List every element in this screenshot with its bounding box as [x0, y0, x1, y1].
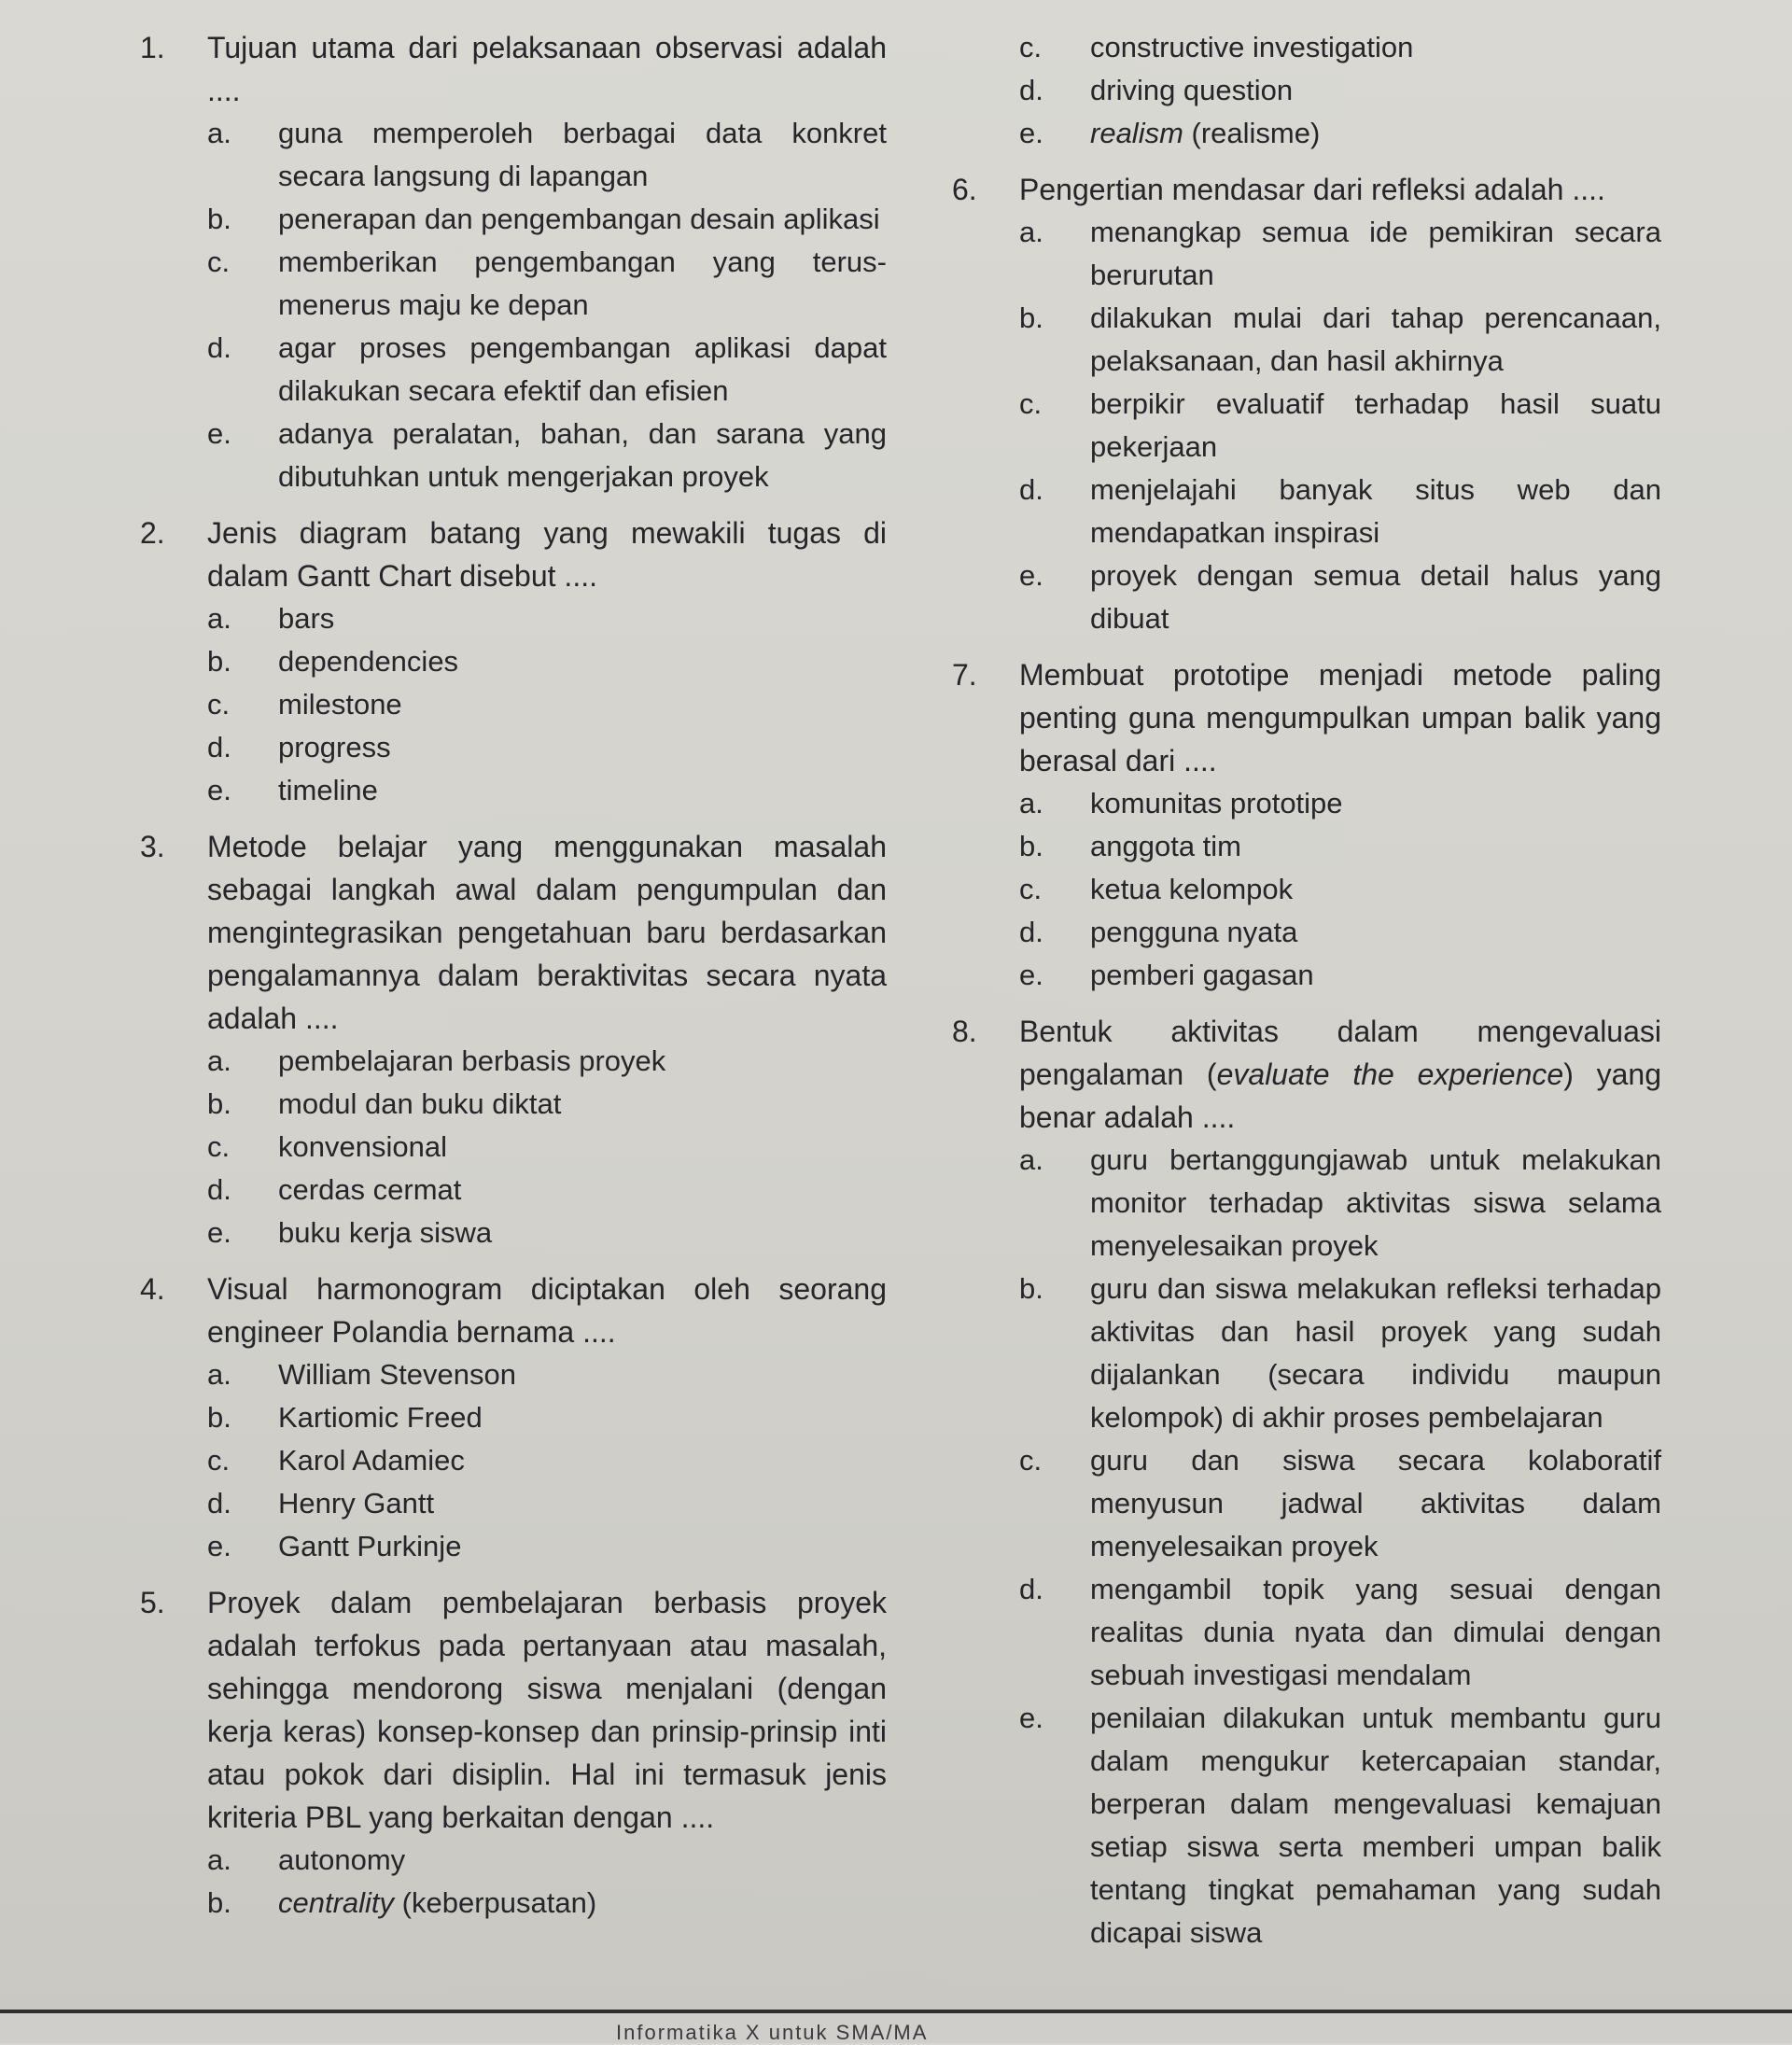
stem-part: ) yang benar adalah .... — [1019, 1058, 1662, 1134]
options-list — [1019, 782, 1661, 997]
option-letter: b. — [207, 203, 231, 235]
question-3 — [140, 825, 887, 1254]
option-c — [207, 1439, 887, 1482]
option-letter: a. — [207, 117, 231, 149]
option-a — [207, 1353, 887, 1396]
question-8 — [952, 1010, 1661, 1954]
option-d — [207, 726, 887, 769]
option-letter: c. — [207, 1444, 231, 1477]
option-letter: a. — [207, 1358, 231, 1391]
option-letter: d. — [207, 731, 231, 763]
question-number: 6. — [952, 173, 977, 206]
option-letter: b. — [1019, 301, 1043, 334]
option-letter: b. — [1019, 1272, 1043, 1305]
option-text: cerdas cermat — [278, 1173, 462, 1206]
option-letter: a. — [207, 1044, 231, 1077]
option-letter: e. — [1019, 959, 1043, 991]
option-text: Gantt Purkinje — [278, 1530, 462, 1562]
option-a — [207, 112, 887, 198]
question-number: 3. — [140, 830, 165, 863]
question-1 — [140, 26, 887, 498]
option-text: dilakukan mulai dari tahap perencanaan, pelaksanaan, dan hasil akhirnya — [1090, 301, 1661, 377]
question-stem: Membuat prototipe menjadi metode paling penting guna mengumpulkan umpan balik yang berasal dari .... — [1019, 658, 1661, 777]
option-letter: a. — [1019, 216, 1043, 248]
option-c — [1019, 26, 1661, 69]
question-stem: Pengertian mendasar dari refleksi adalah .... — [1019, 173, 1605, 206]
options-list — [207, 1040, 887, 1254]
stem-italic-term: evaluate the experience — [1216, 1058, 1564, 1091]
option-letter: b. — [207, 1401, 231, 1434]
option-d — [1019, 469, 1661, 554]
option-e — [207, 769, 887, 812]
question-5 — [140, 1581, 887, 1925]
option-e — [207, 1212, 887, 1254]
question-stem: Tujuan utama dari pelaksanaan observasi adalah .... — [207, 31, 887, 107]
option-letter: e. — [207, 1530, 231, 1562]
options-list — [1019, 1139, 1661, 1954]
options-list — [1019, 26, 1661, 155]
option-a — [207, 1040, 887, 1083]
option-letter: c. — [1019, 1444, 1043, 1477]
option-c — [1019, 868, 1661, 911]
question-2 — [140, 511, 887, 812]
question-number: 1. — [140, 31, 165, 64]
option-e — [1019, 954, 1661, 997]
option-e — [207, 1525, 887, 1568]
option-suffix: (realisme) — [1183, 117, 1321, 149]
option-b — [207, 1083, 887, 1126]
options-list — [207, 597, 887, 812]
question-number: 7. — [952, 658, 977, 692]
question-stem: Proyek dalam pembelajaran berbasis proyek adalah terfokus pada pertanyaan atau masalah, sehingga mendorong siswa menjalani (dengan kerja keras) konsep-konsep dan prinsip-prinsip inti atau pokok dari disiplin. Hal ini termasuk jenis kriteria PBL yang berkaitan dengan .... — [207, 1586, 887, 1834]
option-text: konvensional — [278, 1130, 447, 1163]
option-e — [1019, 112, 1661, 155]
option-letter: b. — [207, 645, 231, 678]
options-list — [207, 112, 887, 498]
option-text: penerapan dan pengembangan desain aplikasi — [278, 203, 880, 235]
option-suffix: (keberpusatan) — [394, 1886, 597, 1919]
option-text: memberikan pengembangan yang terus-menerus maju ke depan — [278, 245, 887, 321]
option-letter: e. — [207, 1216, 231, 1249]
footer-book-title: Informatika X untuk SMA/MA — [616, 2021, 929, 2044]
option-d — [1019, 911, 1661, 954]
option-letter: d. — [1019, 473, 1043, 506]
question-stem — [1019, 1010, 1661, 1139]
option-e — [1019, 1697, 1661, 1954]
option-letter: e. — [1019, 1702, 1043, 1734]
question-stem: Jenis diagram batang yang mewakili tugas di dalam Gantt Chart disebut .... — [207, 516, 887, 593]
option-text: guna memperoleh berbagai data konkret secara langsung di lapangan — [278, 117, 887, 192]
question-stem: Visual harmonogram diciptakan oleh seorang engineer Polandia bernama .... — [207, 1272, 887, 1349]
option-b — [1019, 297, 1661, 383]
option-letter: c. — [207, 1130, 231, 1163]
option-text: modul dan buku diktat — [278, 1087, 562, 1120]
question-number: 2. — [140, 516, 165, 550]
option-italic-term: realism — [1090, 117, 1183, 149]
option-d — [207, 1482, 887, 1525]
option-italic-term: centrality — [278, 1886, 395, 1919]
option-text: menangkap semua ide pemikiran secara berurutan — [1090, 216, 1661, 291]
option-letter: c. — [207, 688, 231, 721]
option-letter: d. — [1019, 74, 1043, 106]
option-a — [207, 1839, 887, 1882]
option-a — [207, 597, 887, 640]
option-letter: e. — [207, 774, 231, 806]
option-text: autonomy — [278, 1843, 406, 1876]
option-text: pemberi gagasan — [1090, 959, 1314, 991]
option-d — [207, 1169, 887, 1212]
option-letter: e. — [207, 417, 231, 450]
option-text: anggota tim — [1090, 830, 1241, 862]
option-c — [207, 1126, 887, 1169]
option-text — [278, 1882, 887, 1925]
option-a — [1019, 782, 1661, 825]
option-text: guru bertanggungjawab untuk melakukan monitor terhadap aktivitas siswa selama menyelesaikan proyek — [1090, 1143, 1661, 1262]
option-text: timeline — [278, 774, 378, 806]
option-text: William Stevenson — [278, 1358, 516, 1391]
option-a — [1019, 1139, 1661, 1268]
options-list — [207, 1353, 887, 1568]
option-text: buku kerja siswa — [278, 1216, 493, 1249]
option-letter: a. — [207, 602, 231, 635]
option-text: progress — [278, 731, 391, 763]
options-list — [207, 1839, 887, 1925]
option-text: milestone — [278, 688, 402, 721]
option-d — [207, 327, 887, 413]
option-letter: b. — [1019, 830, 1043, 862]
option-letter: a. — [1019, 787, 1043, 819]
option-text: penilaian dilakukan untuk membantu guru dalam mengukur ketercapaian standar, berperan dalam mengevaluasi kemajuan setiap siswa serta memberi umpan balik tentang tingkat pemahaman yang sudah dicapai siswa — [1090, 1702, 1661, 1949]
stem-part: Bentuk aktivitas dalam mengevaluasi pengalaman ( — [1019, 1015, 1661, 1091]
option-b — [1019, 825, 1661, 868]
question-4 — [140, 1268, 887, 1568]
option-letter: d. — [1019, 1573, 1043, 1605]
option-text: dependencies — [278, 645, 459, 678]
option-letter: c. — [207, 245, 231, 278]
option-b — [207, 1882, 887, 1925]
options-list — [1019, 211, 1661, 640]
option-letter: b. — [207, 1886, 231, 1919]
option-letter: a. — [1019, 1143, 1043, 1176]
question-number: 8. — [952, 1015, 977, 1048]
option-text: bars — [278, 602, 335, 635]
option-letter: d. — [1019, 916, 1043, 948]
option-text: proyek dengan semua detail halus yang dibuat — [1090, 559, 1661, 635]
option-letter: d. — [207, 331, 231, 364]
two-column-layout — [140, 26, 1736, 1968]
option-letter: b. — [207, 1087, 231, 1120]
right-column — [952, 26, 1661, 1968]
option-d — [1019, 1568, 1661, 1697]
option-e — [207, 413, 887, 498]
option-b — [207, 640, 887, 683]
option-text: agar proses pengembangan aplikasi dapat dilakukan secara efektif dan efisien — [278, 331, 887, 407]
option-text: Henry Gantt — [278, 1487, 435, 1520]
left-column — [140, 26, 887, 1968]
option-c — [207, 241, 887, 327]
option-letter: d. — [207, 1173, 231, 1206]
option-text: driving question — [1090, 74, 1294, 106]
option-text: Kartiomic Freed — [278, 1401, 483, 1434]
option-text: constructive investigation — [1090, 31, 1414, 63]
option-text: komunitas prototipe — [1090, 787, 1343, 819]
option-letter: e. — [1019, 117, 1043, 149]
option-letter: c. — [1019, 31, 1043, 63]
question-7 — [952, 653, 1661, 997]
option-text: guru dan siswa melakukan refleksi terhadap aktivitas dan hasil proyek yang sudah dijalankan (secara individu maupun kelompok) di akhir proses pembelajaran — [1090, 1272, 1661, 1434]
option-letter: c. — [1019, 873, 1043, 905]
option-c — [1019, 383, 1661, 469]
option-text: mengambil topik yang sesuai dengan realitas dunia nyata dan dimulai dengan sebuah investigasi mendalam — [1090, 1573, 1661, 1691]
option-text: ketua kelompok — [1090, 873, 1294, 905]
option-b — [207, 198, 887, 241]
question-number: 4. — [140, 1272, 165, 1306]
question-stem: Metode belajar yang menggunakan masalah sebagai langkah awal dalam pengumpulan dan mengintegrasikan pengetahuan baru berdasarkan pengalamannya dalam beraktivitas secara nyata adalah .... — [207, 830, 887, 1035]
option-text: adanya peralatan, bahan, dan sarana yang dibutuhkan untuk mengerjakan proyek — [278, 417, 887, 493]
option-letter: e. — [1019, 559, 1043, 592]
option-text: Karol Adamiec — [278, 1444, 465, 1477]
page-footer — [0, 2010, 1792, 2043]
question-number: 5. — [140, 1586, 165, 1619]
option-e — [1019, 554, 1661, 640]
option-c — [1019, 1439, 1661, 1568]
question-5-continued — [952, 26, 1661, 155]
option-text: pembelajaran berbasis proyek — [278, 1044, 666, 1077]
option-c — [207, 683, 887, 726]
option-b — [207, 1396, 887, 1439]
option-text: pengguna nyata — [1090, 916, 1298, 948]
option-letter: c. — [1019, 387, 1043, 420]
option-text: menjelajahi banyak situs web dan mendapatkan inspirasi — [1090, 473, 1661, 549]
option-d — [1019, 69, 1661, 112]
option-letter: a. — [207, 1843, 231, 1876]
option-a — [1019, 211, 1661, 297]
option-text: berpikir evaluatif terhadap hasil suatu pekerjaan — [1090, 387, 1661, 463]
option-letter: d. — [207, 1487, 231, 1520]
question-6 — [952, 168, 1661, 640]
option-b — [1019, 1268, 1661, 1439]
option-text — [1090, 112, 1661, 155]
option-text: guru dan siswa secara kolaboratif menyusun jadwal aktivitas dalam menyelesaikan proyek — [1090, 1444, 1661, 1562]
